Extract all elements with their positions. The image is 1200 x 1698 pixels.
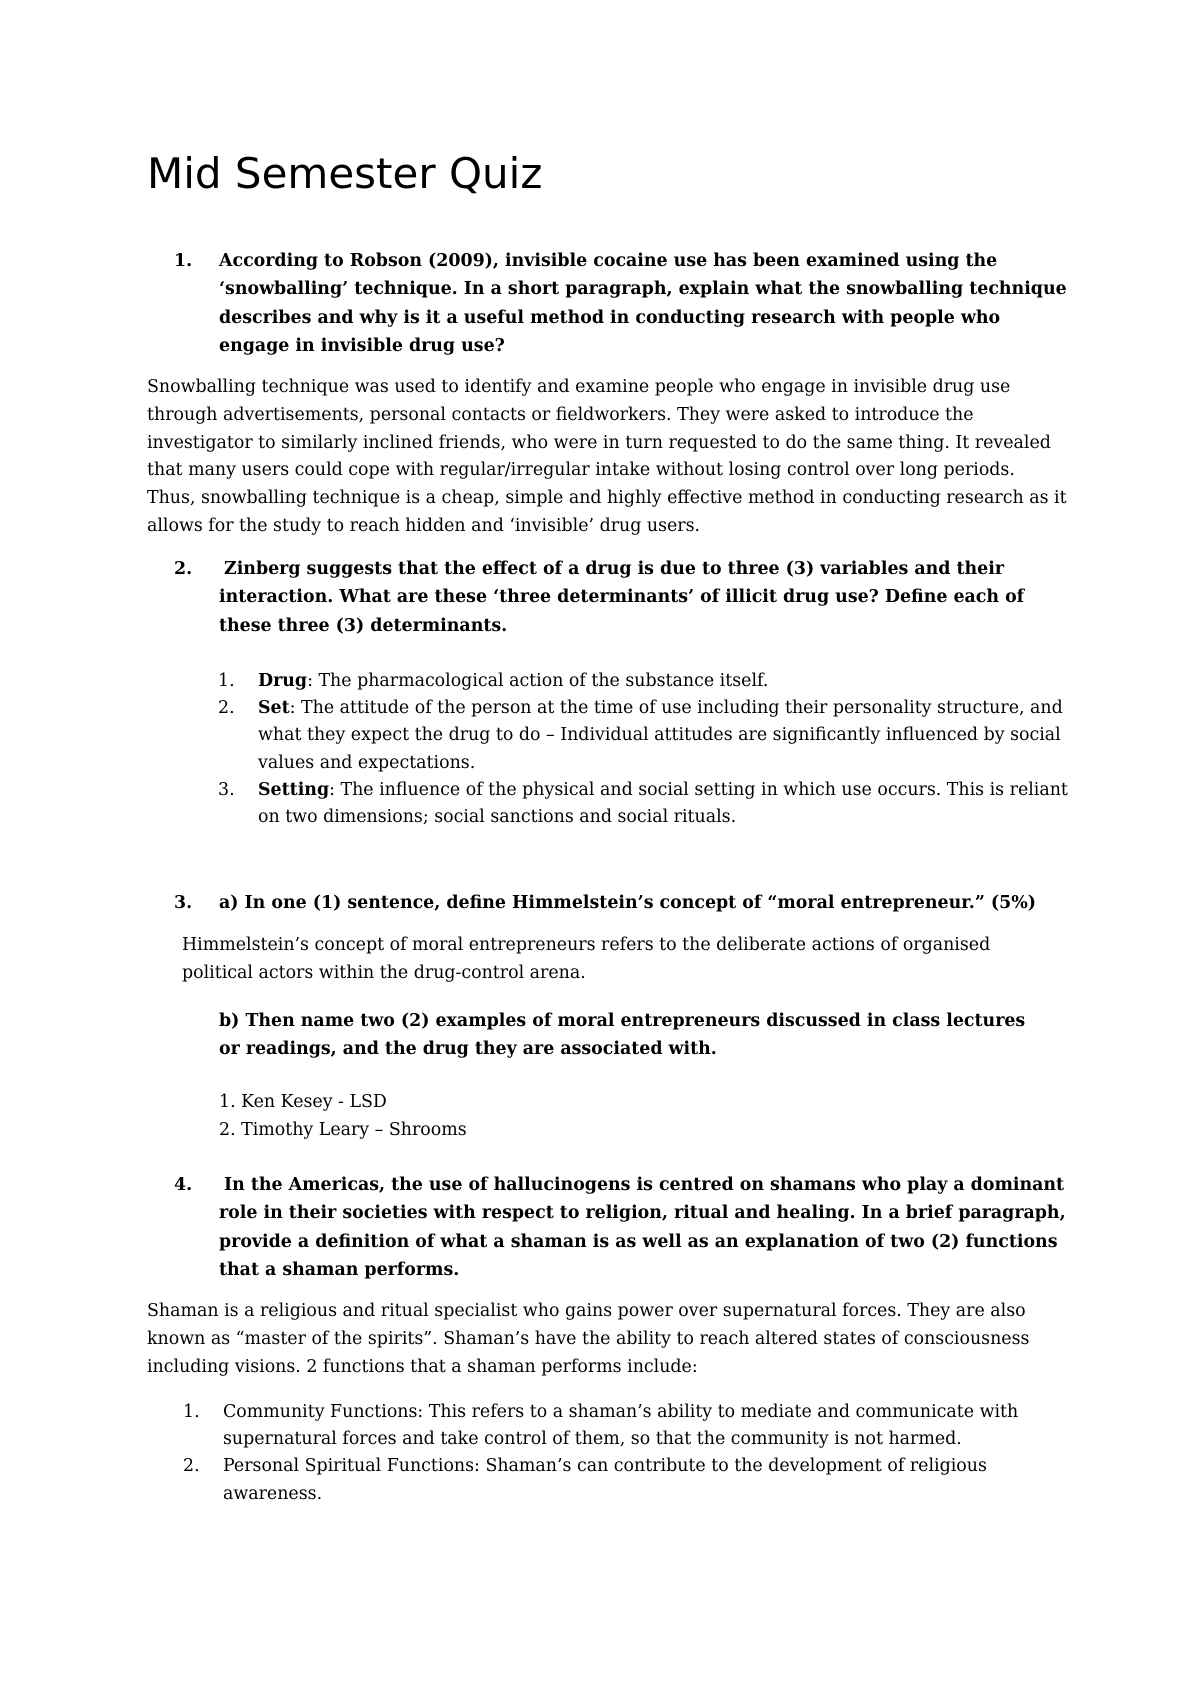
question-number: 4. [174,1175,193,1195]
question-number: 1. [174,251,193,271]
list-item: 1. Community Functions: This refers to a shaman’s ability to mediate and communicate with supernatural forces and take control of them, so that the community is not harmed. [183,1402,1019,1450]
question-2 [174,555,1074,640]
question-1 [174,247,1074,360]
answer-1: Snowballing technique was used to identify and examine people who engage in invisible drug use through advertisements, personal contacts or fieldworkers. They were asked to introduce the investigator to similarly inclined friends, who were in turn requested to do the same thing. It revealed that many users could cope with regular/irregular intake without losing control over long periods. Thus, snowballing technique is a cheap, simple and highly effective method in conducting research as it allows for the study to reach hidden and ‘invisible’ drug users. [147,377,1067,536]
question-number: 3. [174,893,193,913]
functions-list [183,1399,1063,1508]
question-text: According to Robson (2009), invisible cocaine use has been examined using the ‘snowballing’ technique. In a short paragraph, explain what the snowballing technique describes and why is it a useful method in conducting research with people who engage in invisible drug use? [219,251,1067,356]
list-item: 3. Setting: The influence of the physical and social setting in which use occurs. This is reliant on two dimensions; social sanctions and social rituals. [218,779,1068,828]
determinants-list [218,668,1078,831]
question-text-a: a) In one (1) sentence, define Himmelstein’s concept of “moral entrepreneur.” (5%) [219,893,1036,913]
question-3 [174,889,1074,917]
question-text: In the Americas, the use of hallucinogens is centred on shamans who play a dominant role in their societies with respect to religion, ritual and healing. In a brief paragraph, provide a definition of what a shaman is as well as an explanation of two (2) functions that a shaman performs. [219,1175,1066,1280]
page-title: Mid Semester Quiz [147,149,543,198]
term: Drug [258,671,308,691]
list-item: 2. Timothy Leary – Shrooms [219,1120,467,1140]
question-text: Zinberg suggests that the effect of a drug is due to three (3) variables and their interaction. What are these ‘three determinants’ of illicit drug use? Define each of these three (3) determinants. [219,559,1025,636]
question-number: 2. [174,559,193,579]
term: Setting [258,779,330,800]
term: Set [258,698,290,719]
list-item: 1. Ken Kesey - LSD [219,1092,387,1112]
list-item: 2. Personal Spiritual Functions: Shaman’s can contribute to the development of religious awareness. [183,1456,987,1504]
question-4 [174,1171,1074,1284]
list-item: 1. Drug: The pharmacological action of the substance itself. [218,671,769,691]
question-3b: b) Then name two (2) examples of moral entrepreneurs discussed in class lectures or readings, and the drug they are associated with. [219,1011,1026,1060]
answer-3a: Himmelstein’s concept of moral entrepreneurs refers to the deliberate actions of organised political actors within the drug-control arena. [182,935,991,983]
answer-4: Shaman is a religious and ritual specialist who gains power over supernatural forces. They are also known as “master of the spirits”. Shaman’s have the ability to reach altered states of consciousness including visions. 2 functions that a shaman performs include: [147,1301,1030,1377]
list-item: 2. Set: The attitude of the person at the time of use including their personality structure, and what they expect the drug to do – Individual attitudes are significantly influenced by social values and expectations. [218,698,1063,773]
examples-list [219,1088,467,1144]
